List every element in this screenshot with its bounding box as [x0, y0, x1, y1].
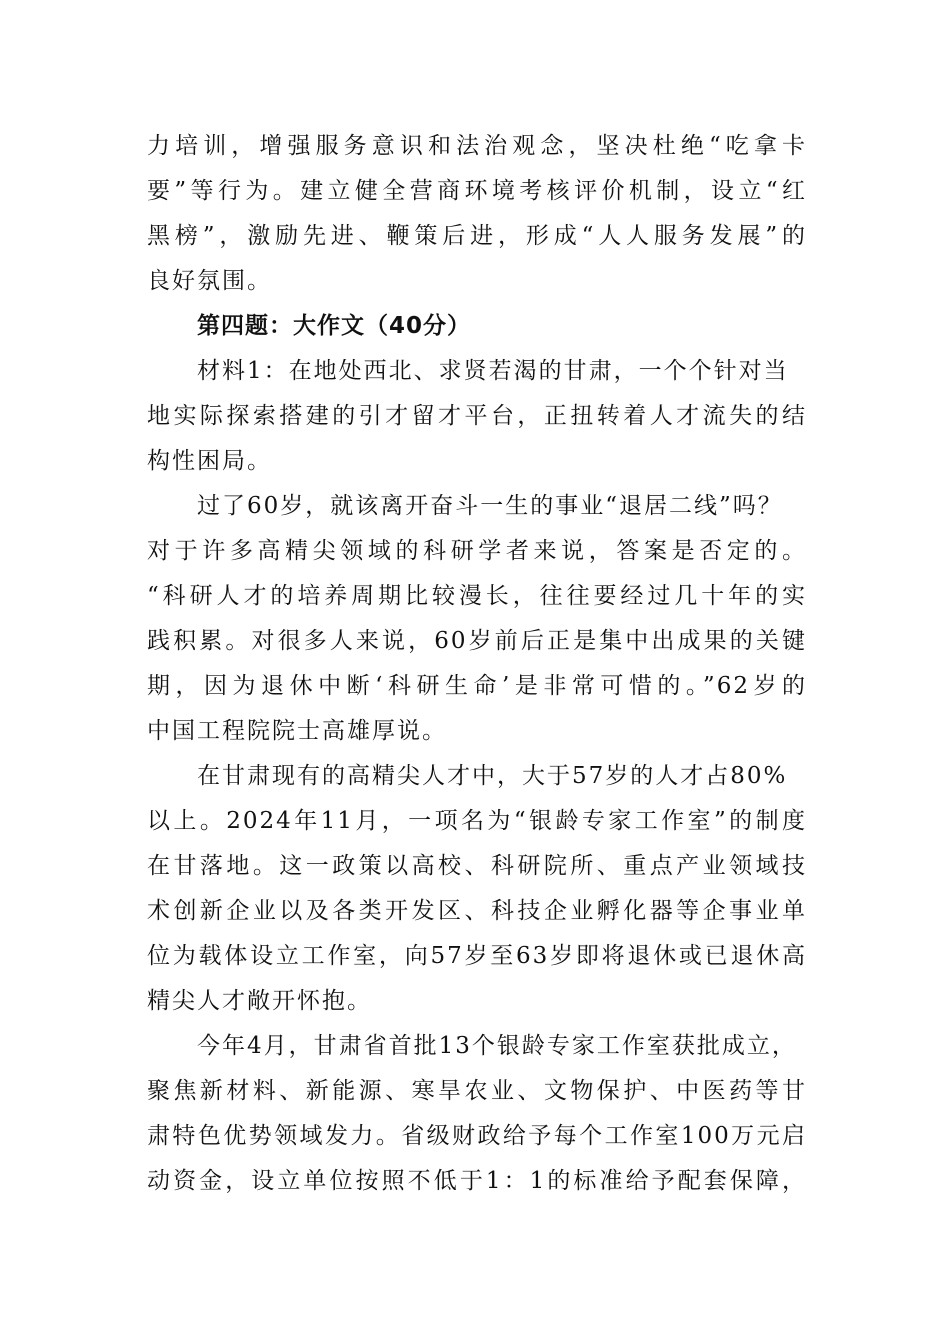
text-line: 精尖人才敞开怀抱。 [147, 988, 372, 1014]
text-line: 今年4月，甘肃省首批13个银龄专家工作室获批成立， [197, 1033, 797, 1059]
section-heading: 第四题：大作文（40分） [197, 313, 472, 339]
paragraph-retirement [147, 484, 807, 754]
text-line: 对于许多高精尖领域的科研学者来说，答案是否定的。 [147, 538, 807, 564]
paragraph-continuation [147, 124, 807, 304]
text-line: 良好氛围。 [147, 268, 272, 294]
text-line: 构性困局。 [147, 448, 272, 474]
text-line: 术创新企业以及各类开发区、科技企业孵化器等企事业单 [147, 898, 807, 924]
text-line: 以上。2024年11月，一项名为“银龄专家工作室”的制度 [147, 808, 807, 834]
document-page [147, 124, 807, 1204]
text-line: 期，因为退休中断‘科研生命’是非常可惜的。”62岁的 [147, 673, 807, 699]
text-line: 践积累。对很多人来说，60岁前后正是集中出成果的关键 [147, 628, 807, 654]
paragraph-gansu-talent [147, 754, 807, 1024]
text-line: 动资金，设立单位按照不低于1：1的标准给予配套保障， [147, 1168, 807, 1194]
text-line: 在甘落地。这一政策以高校、科研院所、重点产业领域技 [147, 853, 807, 879]
text-line: 力培训，增强服务意识和法治观念，坚决杜绝“吃拿卡 [147, 133, 807, 159]
text-line: 要”等行为。建立健全营商环境考核评价机制，设立“红 [147, 178, 807, 204]
text-line: 中国工程院院士高雄厚说。 [147, 718, 447, 744]
paragraph-material-1 [147, 349, 807, 484]
text-line: 材料1：在地处西北、求贤若渴的甘肃，一个个针对当 [197, 358, 789, 384]
text-line: 在甘肃现有的高精尖人才中，大于57岁的人才占80% [197, 763, 788, 789]
text-line: 地实际探索搭建的引才留才平台，正扭转着人才流失的结 [147, 403, 807, 429]
text-line: 黑榜”，激励先进、鞭策后进，形成“人人服务发展”的 [147, 223, 807, 249]
text-line: 肃特色优势领域发力。省级财政给予每个工作室100万元启 [147, 1123, 807, 1149]
paragraph-studios [147, 1024, 807, 1204]
text-line: 位为载体设立工作室，向57岁至63岁即将退休或已退休高 [147, 943, 807, 969]
text-line: “科研人才的培养周期比较漫长，往往要经过几十年的实 [147, 583, 807, 609]
text-line: 过了60岁，就该离开奋斗一生的事业“退居二线”吗？ [197, 493, 783, 519]
text-line: 聚焦新材料、新能源、寒旱农业、文物保护、中医药等甘 [147, 1078, 807, 1104]
